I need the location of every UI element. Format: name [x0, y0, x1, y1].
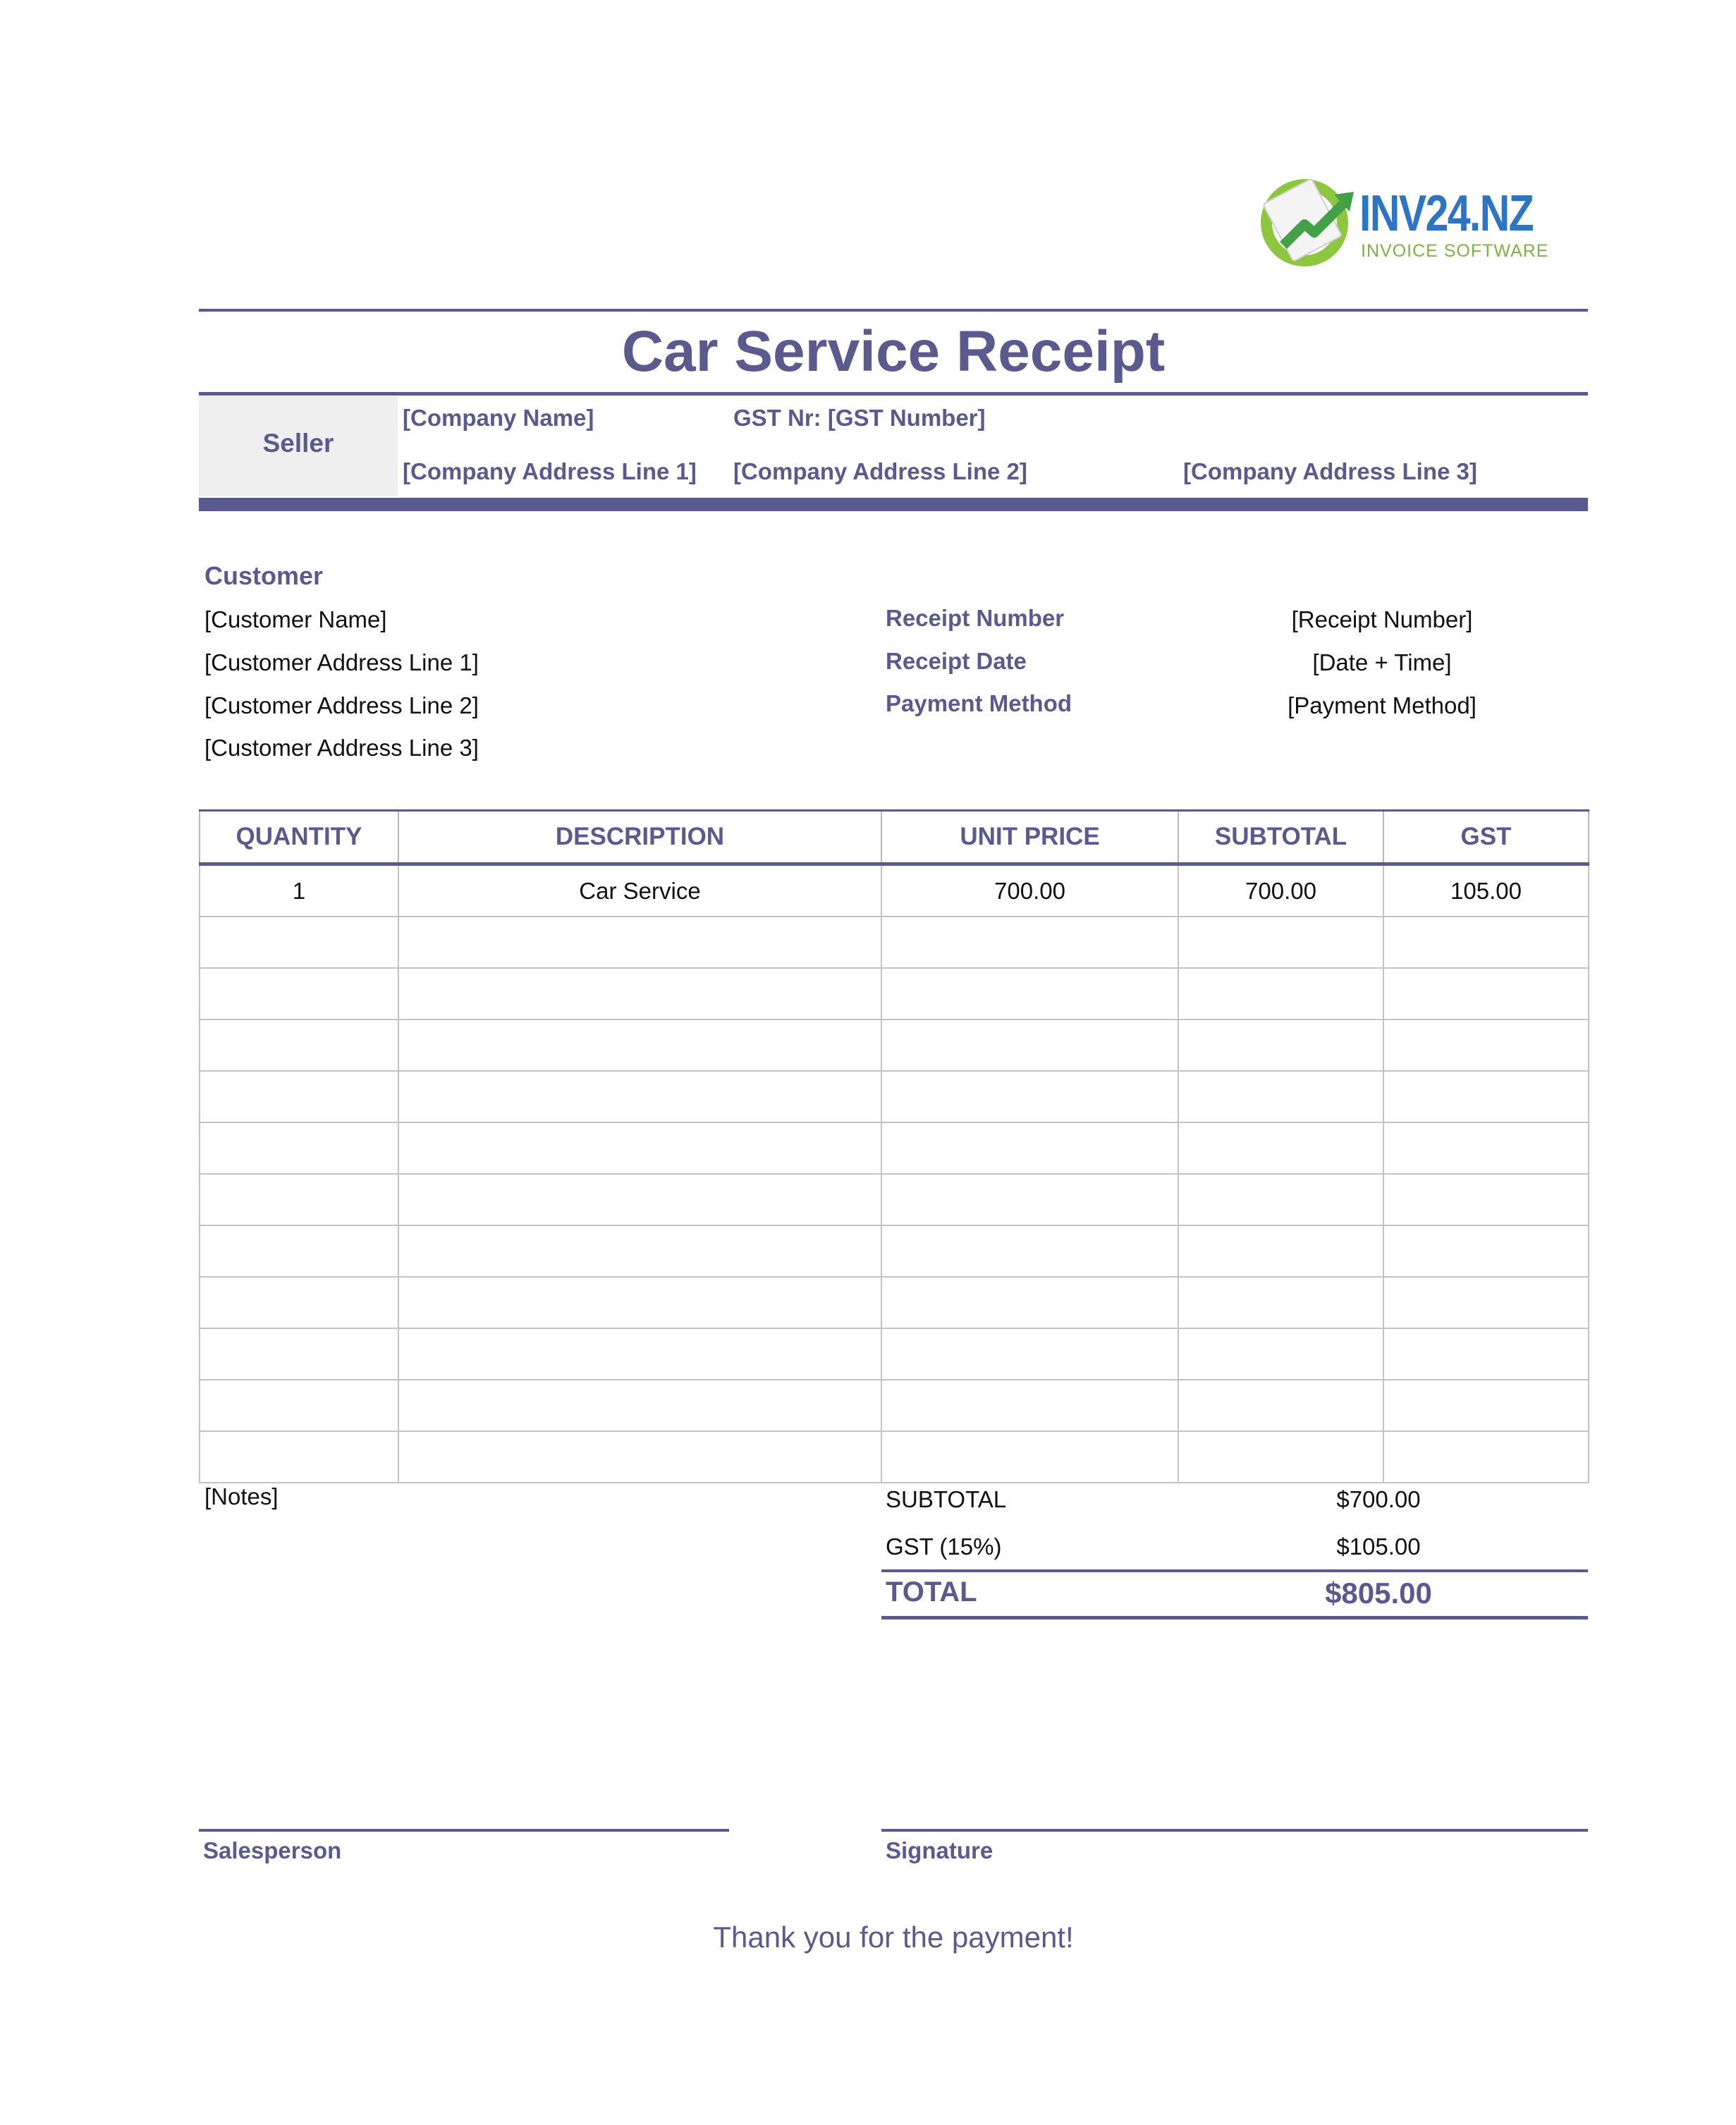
cell-quantity [200, 1019, 398, 1071]
cell-gst [1383, 1174, 1589, 1225]
cell-subtotal [1178, 1071, 1383, 1122]
cell-description: Car Service [398, 864, 881, 917]
total-value: $805.00 [1325, 1576, 1432, 1610]
seller-company-name: [Company Name] [403, 405, 594, 431]
table-row [200, 1277, 1589, 1328]
cell-unit-price [881, 1328, 1178, 1380]
table-row [200, 1380, 1589, 1431]
cell-description [398, 1174, 881, 1225]
gst-value: $105.00 [1336, 1533, 1421, 1560]
table-row [200, 864, 1589, 917]
payment-method-label: Payment Method [886, 690, 1072, 716]
cell-quantity [200, 1071, 398, 1122]
total-label: TOTAL [886, 1576, 977, 1607]
cell-quantity [200, 917, 398, 968]
cell-description [398, 1225, 881, 1277]
receipt-number-value: [Receipt Number] [1291, 606, 1473, 632]
column-header-subtotal: SUBTOTAL [1178, 811, 1383, 864]
notes-text: [Notes] [204, 1483, 279, 1509]
seller-bottom-bar [199, 498, 1588, 511]
cell-unit-price [881, 1071, 1178, 1122]
table-row [200, 1019, 1589, 1071]
salesperson-signature-line [199, 1829, 729, 1832]
cell-description [398, 1328, 881, 1380]
cell-unit-price [881, 1122, 1178, 1174]
cell-gst [1383, 1380, 1589, 1431]
cell-subtotal: 700.00 [1178, 864, 1383, 917]
cell-quantity [200, 1328, 398, 1380]
title-top-rule [199, 309, 1588, 312]
customer-address-line-2: [Customer Address Line 2] [204, 692, 479, 718]
cell-quantity [200, 1277, 398, 1328]
cell-unit-price [881, 917, 1178, 968]
cell-subtotal [1178, 1431, 1383, 1483]
cell-description [398, 1380, 881, 1431]
total-top-rule [881, 1569, 1588, 1572]
cell-description [398, 968, 881, 1019]
table-row [200, 1328, 1589, 1380]
cell-subtotal [1178, 1019, 1383, 1071]
cell-quantity [200, 1122, 398, 1174]
cell-description [398, 1431, 881, 1483]
table-row [200, 968, 1589, 1019]
seller-address-line-1: [Company Address Line 1] [403, 458, 697, 484]
customer-address-line-3: [Customer Address Line 3] [204, 735, 479, 761]
cell-description [398, 1122, 881, 1174]
cell-gst [1383, 1225, 1589, 1277]
cell-subtotal [1178, 1225, 1383, 1277]
cell-subtotal [1178, 1174, 1383, 1225]
table-row [200, 1071, 1589, 1122]
seller-address-line-3: [Company Address Line 3] [1183, 458, 1477, 484]
column-header-description: DESCRIPTION [398, 811, 881, 864]
customer-name: [Customer Name] [204, 606, 387, 632]
cell-quantity [200, 1380, 398, 1431]
cell-unit-price [881, 1277, 1178, 1328]
column-header-gst: GST [1383, 811, 1589, 864]
cell-quantity [200, 1174, 398, 1225]
seller-gst-number: GST Nr: [GST Number] [733, 405, 986, 431]
cell-description [398, 917, 881, 968]
gst-label: GST (15%) [886, 1533, 1002, 1560]
cell-unit-price [881, 968, 1178, 1019]
cell-unit-price [881, 1225, 1178, 1277]
table-row [200, 1431, 1589, 1483]
column-header-quantity: QUANTITY [200, 811, 398, 864]
cell-quantity: 1 [200, 864, 398, 917]
salesperson-label: Salesperson [203, 1837, 342, 1863]
signature-label: Signature [886, 1837, 994, 1863]
column-header-unit-price: UNIT PRICE [881, 811, 1178, 864]
subtotal-value: $700.00 [1336, 1486, 1421, 1512]
customer-heading: Customer [204, 561, 324, 590]
cell-subtotal [1178, 1277, 1383, 1328]
table-row [200, 1174, 1589, 1225]
table-row [200, 917, 1589, 968]
cell-quantity [200, 1431, 398, 1483]
table-row [200, 1225, 1589, 1277]
total-bottom-rule [881, 1616, 1588, 1619]
cell-subtotal [1178, 1328, 1383, 1380]
thank-you-message: Thank you for the payment! [713, 1921, 1074, 1954]
receipt-number-label: Receipt Number [886, 605, 1065, 631]
signature-line [881, 1829, 1588, 1832]
cell-gst [1383, 1431, 1589, 1483]
cell-subtotal [1178, 968, 1383, 1019]
seller-label: Seller [262, 429, 334, 458]
payment-method-value: [Payment Method] [1288, 692, 1477, 718]
title-bottom-rule [199, 392, 1588, 396]
cell-subtotal [1178, 1122, 1383, 1174]
cell-gst [1383, 1122, 1589, 1174]
cell-unit-price: 700.00 [881, 864, 1178, 917]
cell-unit-price [881, 1174, 1178, 1225]
table-header-row [200, 811, 1589, 864]
cell-description [398, 1277, 881, 1328]
cell-gst: 105.00 [1383, 864, 1589, 917]
cell-gst [1383, 917, 1589, 968]
table-row [200, 1122, 1589, 1174]
cell-quantity [200, 1225, 398, 1277]
cell-description [398, 1019, 881, 1071]
cell-unit-price [881, 1019, 1178, 1071]
cell-unit-price [881, 1431, 1178, 1483]
cell-gst [1383, 968, 1589, 1019]
cell-gst [1383, 1071, 1589, 1122]
items-table-body [200, 864, 1589, 1483]
cell-description [398, 1071, 881, 1122]
customer-address-line-1: [Customer Address Line 1] [204, 649, 479, 675]
cell-subtotal [1178, 1380, 1383, 1431]
cell-gst [1383, 1019, 1589, 1071]
receipt-date-value: [Date + Time] [1312, 649, 1452, 675]
items-table [199, 809, 1589, 1483]
cell-gst [1383, 1277, 1589, 1328]
logo-tagline: INVOICE SOFTWARE [1361, 241, 1549, 261]
cell-subtotal [1178, 917, 1383, 968]
seller-address-line-2: [Company Address Line 2] [733, 458, 1027, 484]
subtotal-label: SUBTOTAL [886, 1486, 1007, 1512]
logo-name: INV24.NZ [1359, 185, 1534, 242]
page-title: Car Service Receipt [621, 319, 1166, 384]
cell-quantity [200, 968, 398, 1019]
receipt-date-label: Receipt Date [886, 648, 1027, 674]
cell-gst [1383, 1328, 1589, 1380]
cell-unit-price [881, 1380, 1178, 1431]
